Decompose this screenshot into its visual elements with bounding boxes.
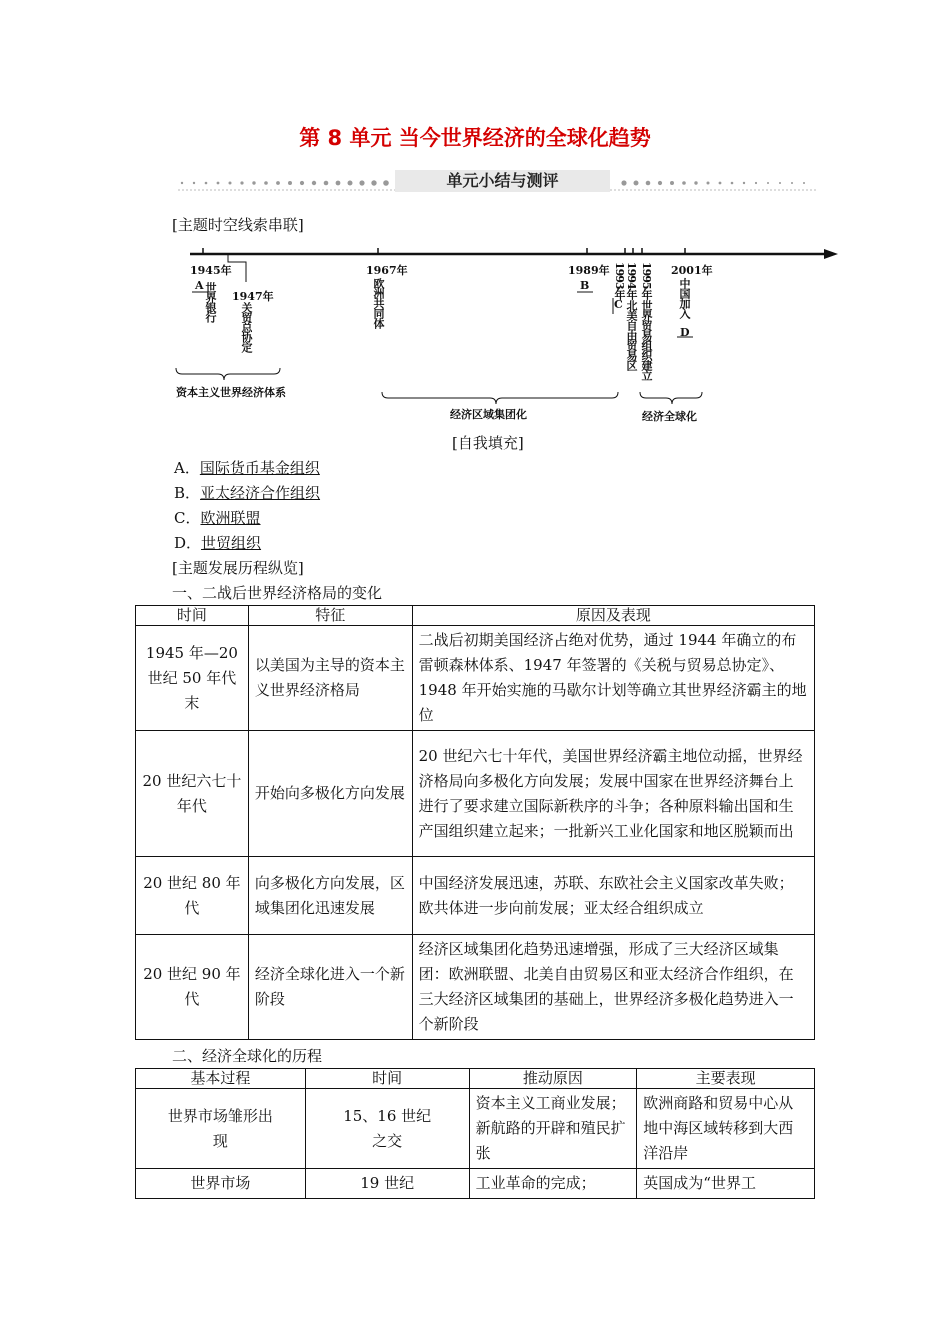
table-row	[136, 1169, 815, 1199]
section2-title: 二、经济全球化的历程	[172, 1047, 323, 1065]
table-cell: 世界市场雏形出现	[136, 1089, 306, 1169]
answer-b-prefix: B．	[174, 484, 201, 502]
answer-c-prefix: C．	[174, 509, 201, 527]
answer-c-text: 欧洲联盟	[200, 509, 261, 527]
postwar-economy-table	[135, 605, 815, 1040]
timeline-world-bank: 世界银行	[204, 282, 217, 322]
course-section-label: [主题发展历程纵览]	[172, 559, 304, 577]
table-header: 原因及表现	[412, 606, 814, 626]
table-header: 基本过程	[136, 1069, 306, 1089]
answer-d-prefix: D．	[174, 534, 202, 552]
timeline-year-1947: 1947年	[232, 290, 274, 303]
table-cell: 20 世纪六七十年代，美国世界经济霸主地位动摇，世界经济格局向多极化方向发展；发展中国家在世界经济舞台上进行了要求建立国际新秩序的斗争；各种原料输出国和生产国组织建立起来；一批新兴工业化国家和地区脱颖而出	[412, 731, 814, 857]
answer-b-text: 亚太经济合作组织	[200, 484, 321, 502]
section-subtitle: 单元小结与测评	[395, 170, 610, 192]
table-cell: 20 世纪六七十年代	[136, 731, 249, 857]
table-header: 时间	[305, 1069, 469, 1089]
timeline-section-label: [主题时空线索串联]	[172, 216, 304, 234]
timeline-year-2001: 2001年	[671, 264, 713, 277]
timeline-blank-b: B	[580, 279, 590, 292]
table-header: 主要表现	[637, 1069, 815, 1089]
table-cell: 工业革命的完成；	[469, 1169, 637, 1199]
answer-a	[174, 457, 320, 478]
table-cell: 15、16 世纪之交	[305, 1089, 469, 1169]
table-cell: 经济区域集团化趋势迅速增强，形成了三大经济区域集团：欧洲联盟、北美自由贸易区和亚太经济合作组织，在三大经济区域集团的基础上，世界经济多极化趋势进入一个新阶段	[412, 935, 814, 1040]
table-row	[136, 731, 815, 857]
table-header: 时间	[136, 606, 249, 626]
timeline-year-1967: 1967年	[366, 264, 408, 277]
answer-b	[174, 482, 320, 503]
timeline-blank-d: D	[680, 326, 690, 339]
table-row	[136, 626, 815, 731]
timeline-year-1989: 1989年	[568, 264, 610, 277]
table-cell: 世界市场	[136, 1169, 306, 1199]
timeline-brace-regionalization: 经济区域集团化	[450, 408, 527, 421]
timeline-year-1994: 1994年	[625, 262, 638, 299]
page-title: 第 8 单元 当今世界经济的全球化趋势	[299, 126, 651, 150]
table-header: 推动原因	[469, 1069, 637, 1089]
timeline-year-1945: 1945年	[190, 264, 232, 277]
table-cell: 资本主义工商业发展；新航路的开辟和殖民扩张	[469, 1089, 637, 1169]
table-row	[136, 1089, 815, 1169]
timeline-year-1993: 1993年	[613, 262, 626, 299]
table-cell: 中国经济发展迅速，苏联、东欧社会主义国家改革失败；欧共体进一步向前发展；亚太经合组织成立	[412, 857, 814, 935]
answer-d-text: 世贸组织	[201, 534, 262, 552]
answer-c	[174, 507, 261, 528]
timeline-nafta: 北美自由贸易区	[625, 300, 638, 370]
table-cell: 二战后初期美国经济占绝对优势，通过 1944 年确立的布雷顿森林体系、1947 年签署的《关税与贸易总协定》、1948 年开始实施的马歇尔计划等确立其世界经济霸主的地位	[412, 626, 814, 731]
table-cell: 以美国为主导的资本主义世界经济格局	[248, 626, 412, 731]
timeline-ec: 欧洲共同体	[372, 278, 385, 328]
table-cell: 19 世纪	[305, 1169, 469, 1199]
answer-a-prefix: A．	[174, 459, 200, 477]
table-row	[136, 857, 815, 935]
table-row	[136, 935, 815, 1040]
table-cell: 开始向多极化方向发展	[248, 731, 412, 857]
globalization-course-table	[135, 1068, 815, 1199]
table-cell: 1945 年—20 世纪 50 年代末	[136, 626, 249, 731]
table-header-row	[136, 1069, 815, 1089]
timeline-year-1995: 1995年	[640, 262, 653, 299]
table-header: 特征	[248, 606, 412, 626]
table-cell: 经济全球化进入一个新阶段	[248, 935, 412, 1040]
table-cell: 20 世纪 80 年代	[136, 857, 249, 935]
table-cell: 英国成为“世界工	[637, 1169, 815, 1199]
timeline-gatt: 关贸总协定	[240, 302, 253, 352]
timeline-brace-globalization: 经济全球化	[642, 410, 697, 423]
timeline-brace-capitalist-system: 资本主义世界经济体系	[176, 386, 286, 399]
timeline-wto: 世界贸易组织建立	[640, 300, 653, 380]
table-header-row	[136, 606, 815, 626]
answer-d	[174, 532, 261, 553]
answer-a-text: 国际货币基金组织	[199, 459, 320, 477]
section1-title: 一、二战后世界经济格局的变化	[172, 584, 383, 602]
table-cell: 20 世纪 90 年代	[136, 935, 249, 1040]
timeline-blank-c: C	[614, 298, 623, 311]
table-cell: 欧洲商路和贸易中心从地中海区域转移到大西洋沿岸	[637, 1089, 815, 1169]
fill-in-title: [自我填充]	[452, 434, 524, 452]
timeline-china-join: 中国加入	[678, 278, 691, 318]
timeline-blank-a: A	[195, 279, 204, 292]
table-cell: 向多极化方向发展，区域集团化迅速发展	[248, 857, 412, 935]
